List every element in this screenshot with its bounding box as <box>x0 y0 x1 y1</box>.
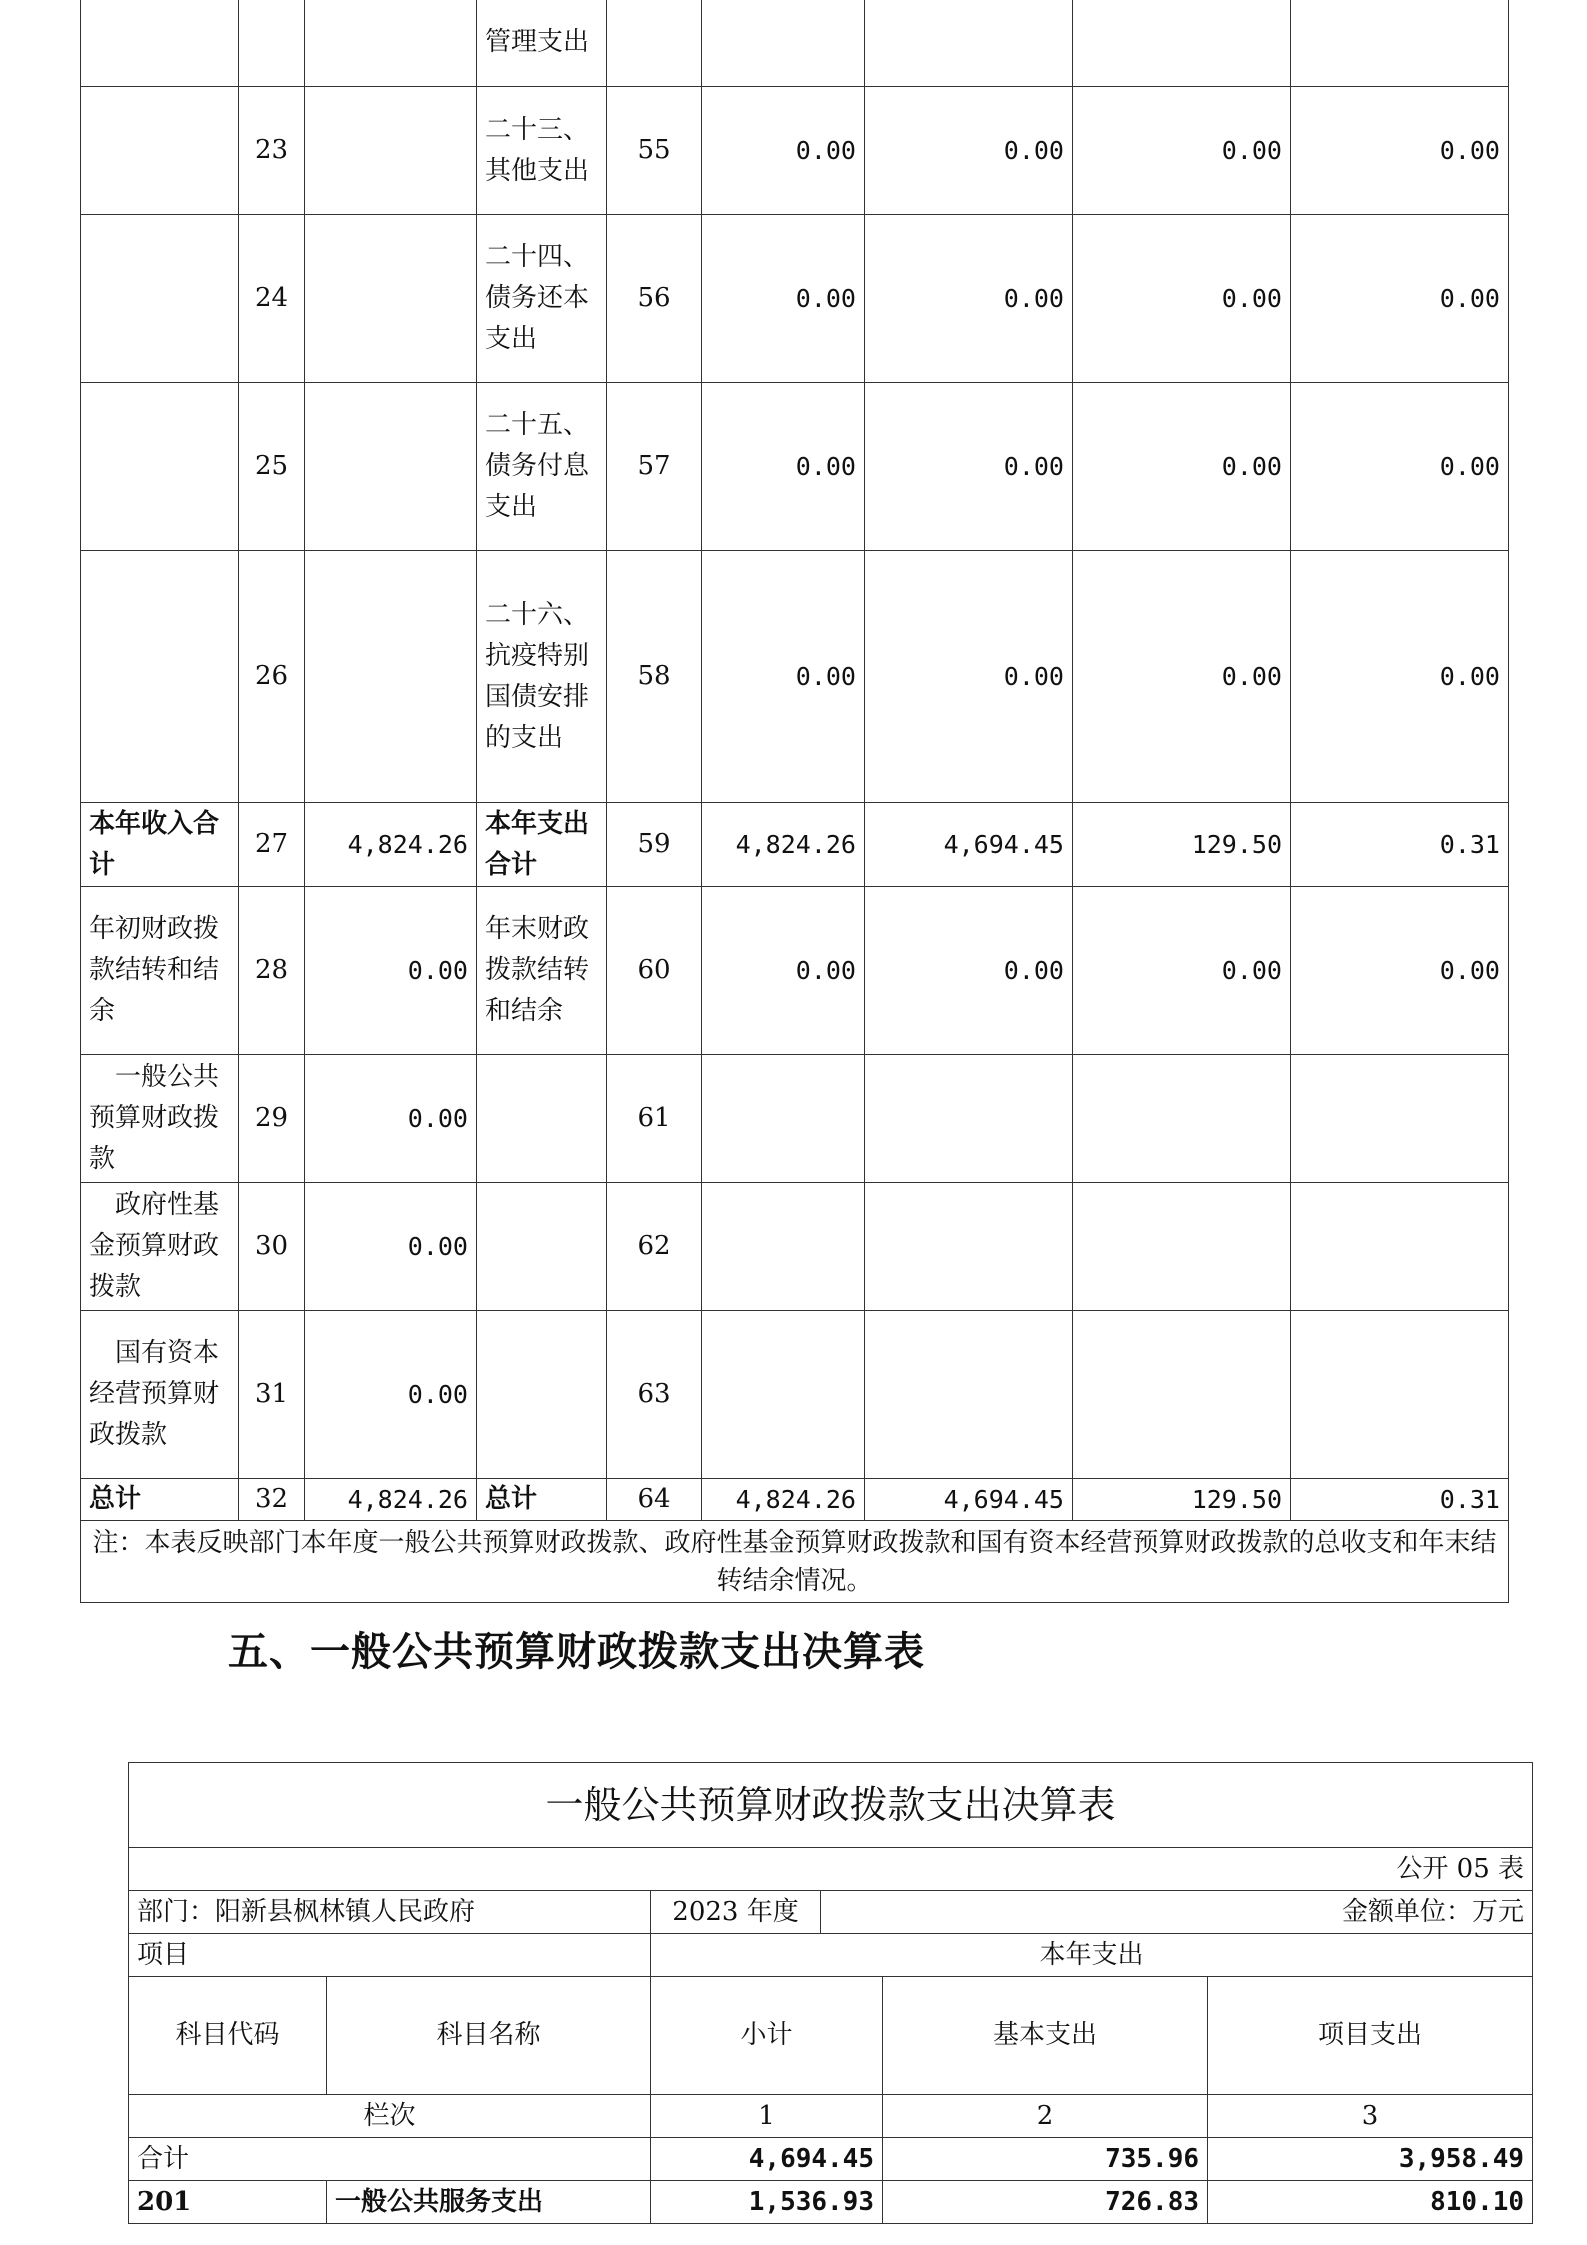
expense-line-number: 57 <box>607 383 702 551</box>
general-budget-amount: 0.00 <box>865 215 1073 383</box>
general-budget-amount: 0.00 <box>865 551 1073 803</box>
income-line-number: 24 <box>239 215 305 383</box>
expense-subtotal: 0.00 <box>702 215 865 383</box>
section-heading: 五、一般公共预算财政拨款支出决算表 <box>228 1629 925 1675</box>
general-budget-amount: 4,694.45 <box>865 1479 1073 1521</box>
expense-item-label: 管理支出 <box>477 0 607 87</box>
general-budget-amount: 0.00 <box>865 87 1073 215</box>
general-budget-amount <box>865 0 1073 87</box>
expense-line-number: 64 <box>607 1479 702 1521</box>
expense-line-number: 56 <box>607 215 702 383</box>
income-amount: 0.00 <box>305 1055 477 1183</box>
income-item-label <box>81 215 239 383</box>
expense-subtotal: 4,824.26 <box>702 803 865 887</box>
state-capital-amount <box>1291 1183 1509 1311</box>
expense-subtotal: 0.00 <box>702 887 865 1055</box>
income-amount <box>305 383 477 551</box>
fiscal-summary-table <box>80 0 1509 1603</box>
expense-item-label: 总计 <box>477 1479 607 1521</box>
fiscal-year: 2023 年度 <box>651 1891 821 1934</box>
expense-line-number: 58 <box>607 551 702 803</box>
table-title: 一般公共预算财政拨款支出决算表 <box>129 1763 1533 1848</box>
table-note: 注：本表反映部门本年度一般公共预算财政拨款、政府性基金预算财政拨款和国有资本经营预算财政拨款的总收支和年末结转结余情况。 <box>81 1521 1509 1603</box>
general-budget-amount <box>865 1055 1073 1183</box>
expense-item-label <box>477 1311 607 1479</box>
total-label: 合计 <box>129 2138 651 2181</box>
table-row <box>81 1311 1509 1479</box>
item-header: 项目 <box>129 1934 651 1977</box>
expense-item-label: 二十六、抗疫特别国债安排的支出 <box>477 551 607 803</box>
gov-fund-amount <box>1073 1311 1291 1479</box>
income-amount <box>305 0 477 87</box>
gov-fund-amount: 0.00 <box>1073 551 1291 803</box>
row-project: 810.10 <box>1208 2181 1533 2224</box>
row-subtotal: 1,536.93 <box>651 2181 883 2224</box>
state-capital-amount <box>1291 1055 1509 1183</box>
expense-item-label: 二十五、债务付息支出 <box>477 383 607 551</box>
expense-subtotal <box>702 1055 865 1183</box>
expense-subtotal: 0.00 <box>702 383 865 551</box>
state-capital-amount: 0.00 <box>1291 551 1509 803</box>
income-amount: 4,824.26 <box>305 803 477 887</box>
general-budget-amount <box>865 1311 1073 1479</box>
income-item-label <box>81 0 239 87</box>
table-row <box>81 1055 1509 1183</box>
expense-item-label: 本年支出合计 <box>477 803 607 887</box>
table-row <box>81 1479 1509 1521</box>
this-year-expenditure-header: 本年支出 <box>651 1934 1533 1977</box>
expense-item-label <box>477 1183 607 1311</box>
income-line-number: 23 <box>239 87 305 215</box>
col-project-expenditure: 项目支出 <box>1208 1977 1533 2095</box>
expense-item-label <box>477 1055 607 1183</box>
expense-line-number: 61 <box>607 1055 702 1183</box>
income-amount: 4,824.26 <box>305 1479 477 1521</box>
state-capital-amount: 0.31 <box>1291 1479 1509 1521</box>
table-row <box>81 887 1509 1055</box>
income-line-number: 30 <box>239 1183 305 1311</box>
gov-fund-amount <box>1073 0 1291 87</box>
table-row <box>81 551 1509 803</box>
state-capital-amount: 0.31 <box>1291 803 1509 887</box>
income-line-number: 32 <box>239 1479 305 1521</box>
state-capital-amount: 0.00 <box>1291 887 1509 1055</box>
expense-subtotal: 4,824.26 <box>702 1479 865 1521</box>
table-row <box>81 0 1509 87</box>
income-item-label <box>81 551 239 803</box>
income-line-number: 29 <box>239 1055 305 1183</box>
amount-unit: 金额单位：万元 <box>821 1891 1533 1934</box>
table-row <box>81 803 1509 887</box>
gov-fund-amount: 0.00 <box>1073 215 1291 383</box>
col-subtotal: 小计 <box>651 1977 883 2095</box>
expense-subtotal: 0.00 <box>702 551 865 803</box>
table-row <box>81 215 1509 383</box>
lane-1: 1 <box>651 2095 883 2138</box>
income-item-label: 年初财政拨款结转和结余 <box>81 887 239 1055</box>
state-capital-amount: 0.00 <box>1291 87 1509 215</box>
income-item-label: 政府性基金预算财政拨款 <box>81 1183 239 1311</box>
expense-subtotal <box>702 1183 865 1311</box>
state-capital-amount <box>1291 0 1509 87</box>
income-line-number: 27 <box>239 803 305 887</box>
expense-item-label: 二十四、债务还本支出 <box>477 215 607 383</box>
total-subtotal: 4,694.45 <box>651 2138 883 2181</box>
gov-fund-amount <box>1073 1055 1291 1183</box>
expense-item-label: 二十三、其他支出 <box>477 87 607 215</box>
income-item-label <box>81 383 239 551</box>
gov-fund-amount: 129.50 <box>1073 803 1291 887</box>
general-budget-expenditure-table <box>128 1762 1533 2224</box>
state-capital-amount: 0.00 <box>1291 383 1509 551</box>
income-amount <box>305 215 477 383</box>
income-line-number <box>239 0 305 87</box>
income-line-number: 25 <box>239 383 305 551</box>
general-budget-amount <box>865 1183 1073 1311</box>
lane-label: 栏次 <box>129 2095 651 2138</box>
expense-line-number: 55 <box>607 87 702 215</box>
state-capital-amount: 0.00 <box>1291 215 1509 383</box>
expense-subtotal <box>702 0 865 87</box>
income-amount: 0.00 <box>305 887 477 1055</box>
general-budget-amount: 0.00 <box>865 383 1073 551</box>
lane-3: 3 <box>1208 2095 1533 2138</box>
row-basic: 726.83 <box>883 2181 1208 2224</box>
expense-line-number: 60 <box>607 887 702 1055</box>
income-amount: 0.00 <box>305 1311 477 1479</box>
income-line-number: 28 <box>239 887 305 1055</box>
total-basic: 735.96 <box>883 2138 1208 2181</box>
income-amount <box>305 551 477 803</box>
expense-line-number <box>607 0 702 87</box>
income-line-number: 31 <box>239 1311 305 1479</box>
col-subject-name: 科目名称 <box>327 1977 651 2095</box>
income-amount: 0.00 <box>305 1183 477 1311</box>
col-subject-code: 科目代码 <box>129 1977 327 2095</box>
income-amount <box>305 87 477 215</box>
table-row <box>81 1183 1509 1311</box>
form-number: 公开 05 表 <box>129 1848 1533 1891</box>
income-item-label <box>81 87 239 215</box>
gov-fund-amount: 0.00 <box>1073 383 1291 551</box>
expense-line-number: 63 <box>607 1311 702 1479</box>
expense-subtotal: 0.00 <box>702 87 865 215</box>
table-row <box>81 87 1509 215</box>
department: 部门：阳新县枫林镇人民政府 <box>129 1891 651 1934</box>
income-item-label: 一般公共预算财政拨款 <box>81 1055 239 1183</box>
income-item-label: 总计 <box>81 1479 239 1521</box>
expense-item-label: 年末财政拨款结转和结余 <box>477 887 607 1055</box>
gov-fund-amount: 0.00 <box>1073 887 1291 1055</box>
income-line-number: 26 <box>239 551 305 803</box>
total-project: 3,958.49 <box>1208 2138 1533 2181</box>
general-budget-amount: 0.00 <box>865 887 1073 1055</box>
state-capital-amount <box>1291 1311 1509 1479</box>
income-item-label: 国有资本经营预算财政拨款 <box>81 1311 239 1479</box>
income-item-label: 本年收入合计 <box>81 803 239 887</box>
expense-subtotal <box>702 1311 865 1479</box>
col-basic-expenditure: 基本支出 <box>883 1977 1208 2095</box>
subject-name: 一般公共服务支出 <box>327 2181 651 2224</box>
table-row <box>81 383 1509 551</box>
gov-fund-amount <box>1073 1183 1291 1311</box>
lane-2: 2 <box>883 2095 1208 2138</box>
expense-line-number: 59 <box>607 803 702 887</box>
expense-line-number: 62 <box>607 1183 702 1311</box>
subject-code: 201 <box>129 2181 327 2224</box>
gov-fund-amount: 0.00 <box>1073 87 1291 215</box>
gov-fund-amount: 129.50 <box>1073 1479 1291 1521</box>
general-budget-amount: 4,694.45 <box>865 803 1073 887</box>
